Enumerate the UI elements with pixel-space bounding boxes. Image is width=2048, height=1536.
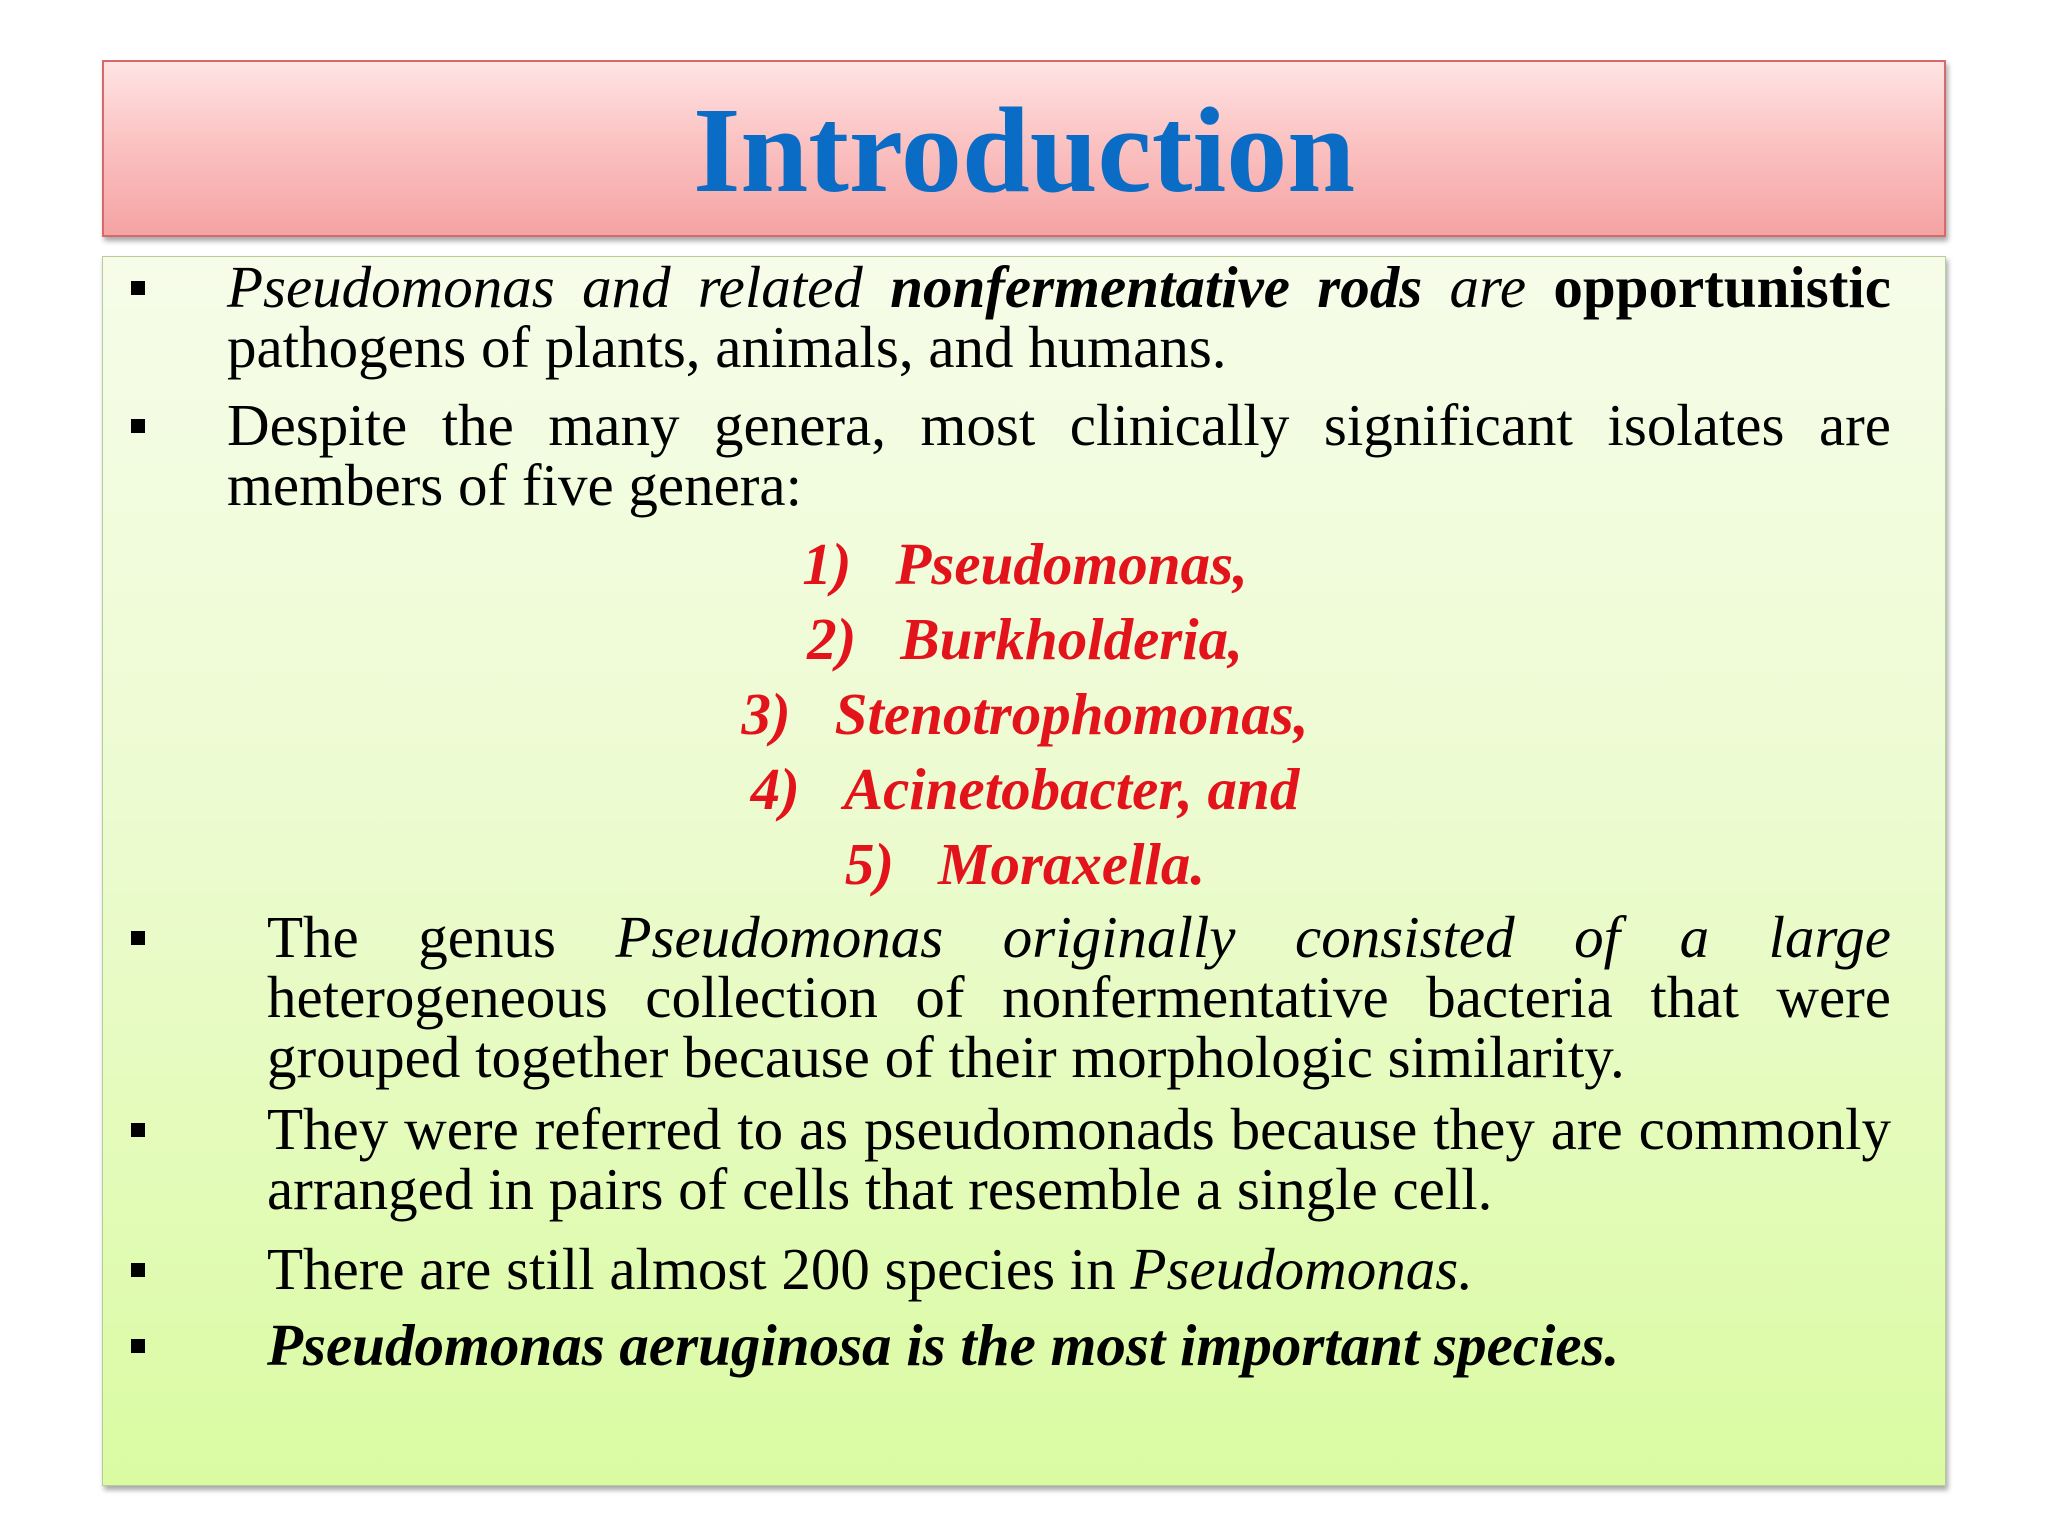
genus-number: 1) xyxy=(802,531,852,597)
genus-item xyxy=(103,527,1947,602)
square-bullet-icon xyxy=(131,419,145,433)
bullet-text xyxy=(227,254,1891,380)
bullet-text-italic: Pseudomonas. xyxy=(1130,1236,1473,1302)
bullet-text: Despite the many genera, most clinically significant isolates are members of five genera: xyxy=(227,392,1891,518)
bullet-text xyxy=(267,1236,1891,1302)
square-bullet-icon xyxy=(131,1123,145,1137)
square-bullet-icon xyxy=(131,281,145,295)
bullet-text-italic: Pseudomonas and related xyxy=(227,254,863,320)
genus-item xyxy=(103,752,1947,827)
genus-item xyxy=(103,602,1947,677)
square-bullet-icon xyxy=(131,931,145,945)
square-bullet-icon xyxy=(131,1263,145,1277)
genus-item xyxy=(103,827,1947,902)
genus-name: Burkholderia, xyxy=(900,606,1243,672)
genus-number: 5) xyxy=(844,831,894,897)
bullet-text-bold: opportunistic xyxy=(1553,254,1891,320)
bullet-text xyxy=(267,904,1891,1090)
genus-name: Moraxella. xyxy=(938,831,1206,897)
bullet-text xyxy=(267,1312,1891,1378)
bullet-text-plain: pathogens of plants, animals, and humans. xyxy=(227,314,1227,380)
square-bullet-icon xyxy=(131,1339,145,1353)
genus-name: Pseudomonas, xyxy=(895,531,1248,597)
bullet-text-italic: Pseudomonas originally consisted of a large xyxy=(615,904,1891,970)
genera-list xyxy=(103,527,1947,902)
genus-number: 2) xyxy=(807,606,857,672)
slide-title: Introduction xyxy=(692,82,1356,218)
bullet-text-plain: The genus xyxy=(267,904,556,970)
bullet-text-plain: There are still almost 200 species in xyxy=(267,1236,1116,1302)
bullet-text-italic: are xyxy=(1449,254,1527,320)
genus-item xyxy=(103,677,1947,752)
bullet-text-plain: heterogeneous collection of nonfermentative bacteria that were grouped together because of their morphologic similarity. xyxy=(267,964,1891,1090)
genus-number: 3) xyxy=(741,681,791,747)
title-banner xyxy=(102,60,1946,237)
bullet-text-bold-italic: Pseudomonas aeruginosa is the most important species. xyxy=(267,1312,1620,1378)
bullet-text: They were referred to as pseudomonads because they are commonly arranged in pairs of cells that resemble a single cell. xyxy=(267,1096,1891,1222)
genus-number: 4) xyxy=(750,756,800,822)
genus-name: Stenotrophomonas, xyxy=(834,681,1309,747)
bullet-text-bold-italic: nonfermentative rods xyxy=(890,254,1423,320)
content-panel xyxy=(102,256,1946,1486)
genus-name: Acinetobacter, and xyxy=(843,756,1300,822)
